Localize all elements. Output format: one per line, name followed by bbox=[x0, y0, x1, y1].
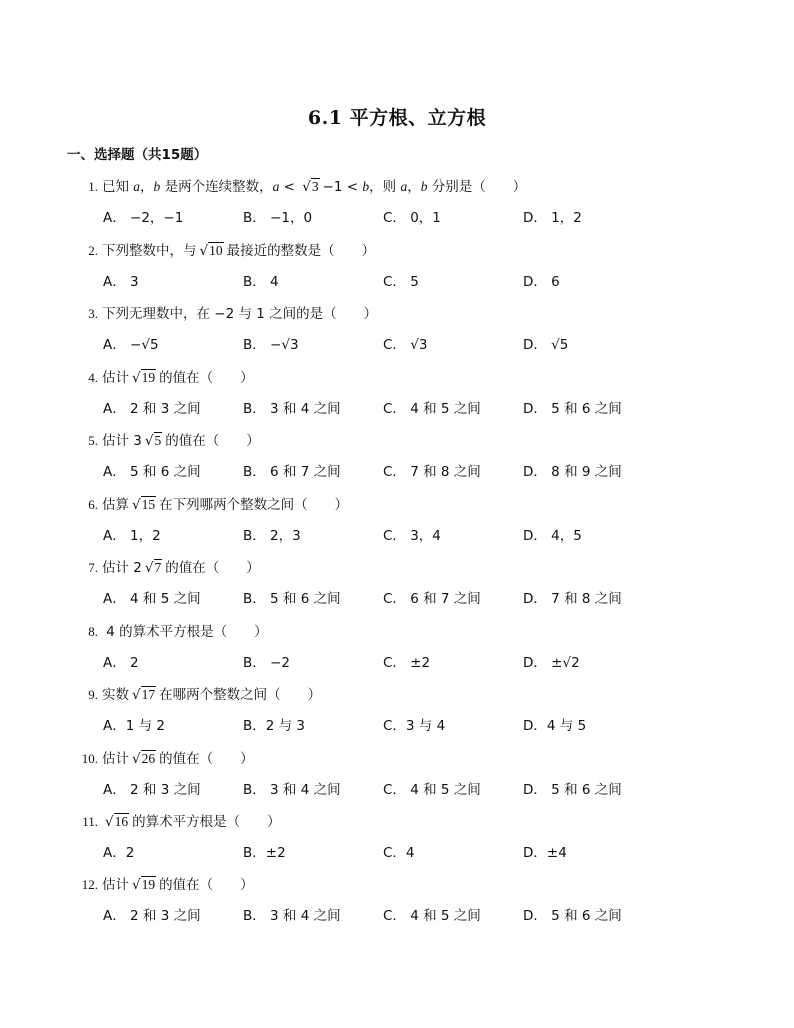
question-text: 是两个连续整数， bbox=[160, 179, 273, 195]
square-root bbox=[132, 748, 156, 770]
option-c[interactable]: C． 7 和 8 之间 bbox=[383, 464, 481, 480]
radical-sign-icon: √ bbox=[132, 877, 141, 893]
question-number: 2. bbox=[88, 243, 98, 258]
question-text: 在下列哪两个整数之间（ ） bbox=[159, 497, 349, 513]
option-c[interactable]: C． 0，1 bbox=[383, 210, 441, 226]
math-var: b bbox=[153, 179, 161, 194]
radical-sign-icon: √ bbox=[199, 243, 209, 259]
question-text: 估算 bbox=[102, 497, 129, 513]
option-b[interactable]: B． −2 bbox=[243, 655, 290, 671]
options-9 bbox=[103, 715, 743, 737]
question-text: 下列无理数中，在 −2 与 1 之间的是（ ） bbox=[102, 306, 378, 322]
option-b[interactable]: B．±2 bbox=[243, 845, 286, 861]
question-text: 估计 bbox=[102, 370, 129, 386]
option-c[interactable]: C．4 bbox=[383, 845, 415, 861]
radical-sign-icon: √ bbox=[132, 687, 141, 703]
square-root bbox=[132, 367, 156, 389]
square-root bbox=[200, 240, 224, 262]
option-c[interactable]: C． 3，4 bbox=[383, 528, 441, 544]
option-b[interactable]: B． 3 和 4 之间 bbox=[243, 908, 341, 924]
option-d[interactable]: D． 5 和 6 之间 bbox=[523, 401, 622, 417]
question-number: 1. bbox=[88, 179, 98, 194]
question-3 bbox=[78, 303, 377, 325]
options-11 bbox=[103, 842, 743, 864]
question-9 bbox=[78, 684, 321, 706]
option-c[interactable]: C． 4 和 5 之间 bbox=[383, 908, 481, 924]
option-d[interactable]: D． 4，5 bbox=[523, 528, 582, 544]
option-b[interactable]: B． 4 bbox=[243, 274, 279, 290]
options-7 bbox=[103, 588, 743, 610]
options-5 bbox=[103, 461, 743, 483]
option-c[interactable]: C． ±2 bbox=[383, 655, 431, 671]
math-var: b bbox=[362, 179, 370, 194]
radicand: 19 bbox=[141, 370, 156, 385]
question-text: 已知 bbox=[102, 179, 134, 195]
radicand: 15 bbox=[141, 497, 156, 512]
radical-sign-icon: √ bbox=[132, 751, 141, 767]
math-var: b bbox=[420, 179, 428, 194]
option-b[interactable]: B． 5 和 6 之间 bbox=[243, 591, 341, 607]
question-text: 的值在（ ） bbox=[159, 877, 254, 893]
option-c[interactable]: C． 5 bbox=[383, 274, 419, 290]
option-c[interactable]: C． 4 和 5 之间 bbox=[383, 401, 481, 417]
option-d[interactable]: D． 6 bbox=[523, 274, 560, 290]
question-2 bbox=[78, 240, 375, 262]
question-text: 估计 bbox=[102, 877, 129, 893]
question-text: 估计 bbox=[102, 751, 129, 767]
question-text: 的值在（ ） bbox=[159, 751, 254, 767]
radicand: 26 bbox=[141, 751, 156, 766]
option-a[interactable]: A． 2 和 3 之间 bbox=[103, 782, 201, 798]
math-var: a bbox=[400, 179, 408, 194]
question-text: 的值在（ ） bbox=[159, 370, 254, 386]
options-2 bbox=[103, 271, 743, 293]
option-a[interactable]: A． 1，2 bbox=[103, 528, 161, 544]
question-1 bbox=[78, 176, 526, 198]
option-b[interactable]: B． 2，3 bbox=[243, 528, 301, 544]
question-7 bbox=[78, 557, 260, 579]
question-8 bbox=[78, 621, 268, 643]
question-text: 分别是（ ） bbox=[427, 179, 527, 195]
square-root bbox=[145, 557, 162, 579]
option-b[interactable]: B． 3 和 4 之间 bbox=[243, 401, 341, 417]
question-text: 估计 3 bbox=[102, 433, 142, 449]
options-12 bbox=[103, 905, 743, 927]
question-text: 估计 2 bbox=[102, 560, 142, 576]
square-root bbox=[132, 874, 156, 896]
question-number: 7. bbox=[88, 560, 98, 575]
option-d[interactable]: D． 5 和 6 之间 bbox=[523, 908, 622, 924]
radicand: 19 bbox=[141, 877, 156, 892]
radicand: 10 bbox=[209, 243, 223, 258]
option-a[interactable]: A． 2 bbox=[103, 655, 139, 671]
question-number: 5. bbox=[88, 433, 98, 448]
option-b[interactable]: B． −1，0 bbox=[243, 210, 313, 226]
question-text: 的值在（ ） bbox=[165, 433, 260, 449]
option-b[interactable]: B． 3 和 4 之间 bbox=[243, 782, 341, 798]
option-a[interactable]: A． 3 bbox=[103, 274, 139, 290]
options-10 bbox=[103, 779, 743, 801]
question-text: 实数 bbox=[102, 687, 129, 703]
question-text: ， bbox=[407, 179, 421, 195]
question-number: 12. bbox=[81, 877, 98, 892]
radicand: 17 bbox=[141, 687, 156, 702]
question-number: 11. bbox=[82, 814, 98, 829]
question-text: ，则 bbox=[369, 179, 401, 195]
option-a[interactable]: A． 5 和 6 之间 bbox=[103, 464, 201, 480]
options-4 bbox=[103, 398, 743, 420]
option-a[interactable]: A．1 与 2 bbox=[103, 718, 165, 734]
math-var: a bbox=[133, 179, 141, 194]
square-root bbox=[132, 494, 156, 516]
question-11 bbox=[78, 811, 281, 833]
question-6 bbox=[78, 494, 348, 516]
question-number: 6. bbox=[88, 497, 98, 512]
options-3 bbox=[103, 334, 743, 356]
option-d[interactable]: D． 1，2 bbox=[523, 210, 582, 226]
math-var: a bbox=[272, 179, 280, 194]
question-number: 10. bbox=[81, 751, 98, 766]
option-b[interactable]: B．2 与 3 bbox=[243, 718, 306, 734]
option-a[interactable]: A． −√5 bbox=[103, 337, 159, 353]
option-d[interactable]: D．4 与 5 bbox=[523, 718, 587, 734]
option-d[interactable]: D． 5 和 6 之间 bbox=[523, 782, 622, 798]
section-heading: 一、选择题（共15题） bbox=[67, 147, 208, 163]
radical-sign-icon: √ bbox=[302, 179, 311, 195]
question-number: 4. bbox=[88, 370, 98, 385]
radical-sign-icon: √ bbox=[144, 433, 154, 449]
radicand: 16 bbox=[114, 814, 129, 829]
question-12 bbox=[78, 874, 254, 896]
option-c[interactable]: C．3 与 4 bbox=[383, 718, 446, 734]
square-root bbox=[302, 176, 319, 198]
option-b[interactable]: B． −√3 bbox=[243, 337, 299, 353]
radical-sign-icon: √ bbox=[132, 370, 141, 386]
option-c[interactable]: C． 4 和 5 之间 bbox=[383, 782, 481, 798]
radicand: 5 bbox=[154, 433, 162, 448]
option-b[interactable]: B． 6 和 7 之间 bbox=[243, 464, 341, 480]
option-d[interactable]: D． ±√2 bbox=[523, 655, 580, 671]
option-a[interactable]: A． 4 和 5 之间 bbox=[103, 591, 201, 607]
option-d[interactable]: D． √5 bbox=[523, 337, 569, 353]
square-root bbox=[145, 430, 162, 452]
question-10 bbox=[78, 748, 254, 770]
square-root bbox=[105, 811, 129, 833]
page-title: 6.1 平方根、立方根 bbox=[307, 107, 487, 129]
question-text: 4 的算术平方根是（ ） bbox=[102, 624, 268, 640]
option-d[interactable]: D．±4 bbox=[523, 845, 567, 861]
options-1 bbox=[103, 207, 743, 229]
option-d[interactable]: D． 8 和 9 之间 bbox=[523, 464, 622, 480]
question-text: 的值在（ ） bbox=[165, 560, 260, 576]
radical-sign-icon: √ bbox=[132, 497, 141, 513]
question-4 bbox=[78, 367, 254, 389]
option-c[interactable]: C． 6 和 7 之间 bbox=[383, 591, 481, 607]
option-a[interactable]: A． 2 和 3 之间 bbox=[103, 908, 201, 924]
square-root bbox=[132, 684, 156, 706]
radicand: 7 bbox=[154, 560, 162, 575]
question-text: ， bbox=[140, 179, 154, 195]
question-number: 3. bbox=[88, 306, 98, 321]
question-5 bbox=[78, 430, 260, 452]
question-number: 9. bbox=[88, 687, 98, 702]
question-text: 在哪两个整数之间（ ） bbox=[159, 687, 322, 703]
question-text: 最接近的整数是（ ） bbox=[226, 243, 376, 259]
math-op: < bbox=[279, 179, 300, 195]
option-a[interactable]: A． −2，−1 bbox=[103, 210, 184, 226]
option-a[interactable]: A．2 bbox=[103, 845, 135, 861]
question-text: 的算术平方根是（ ） bbox=[132, 814, 281, 830]
question-text: 下列整数中，与 bbox=[102, 243, 197, 259]
options-8 bbox=[103, 652, 743, 674]
options-6 bbox=[103, 525, 743, 547]
option-c[interactable]: C． √3 bbox=[383, 337, 428, 353]
option-a[interactable]: A． 2 和 3 之间 bbox=[103, 401, 201, 417]
option-d[interactable]: D． 7 和 8 之间 bbox=[523, 591, 622, 607]
radical-sign-icon: √ bbox=[144, 560, 154, 576]
radical-sign-icon: √ bbox=[105, 814, 114, 830]
math-op: −1 < bbox=[322, 179, 363, 195]
radicand: 3 bbox=[311, 179, 319, 194]
question-number: 8. bbox=[88, 624, 98, 639]
